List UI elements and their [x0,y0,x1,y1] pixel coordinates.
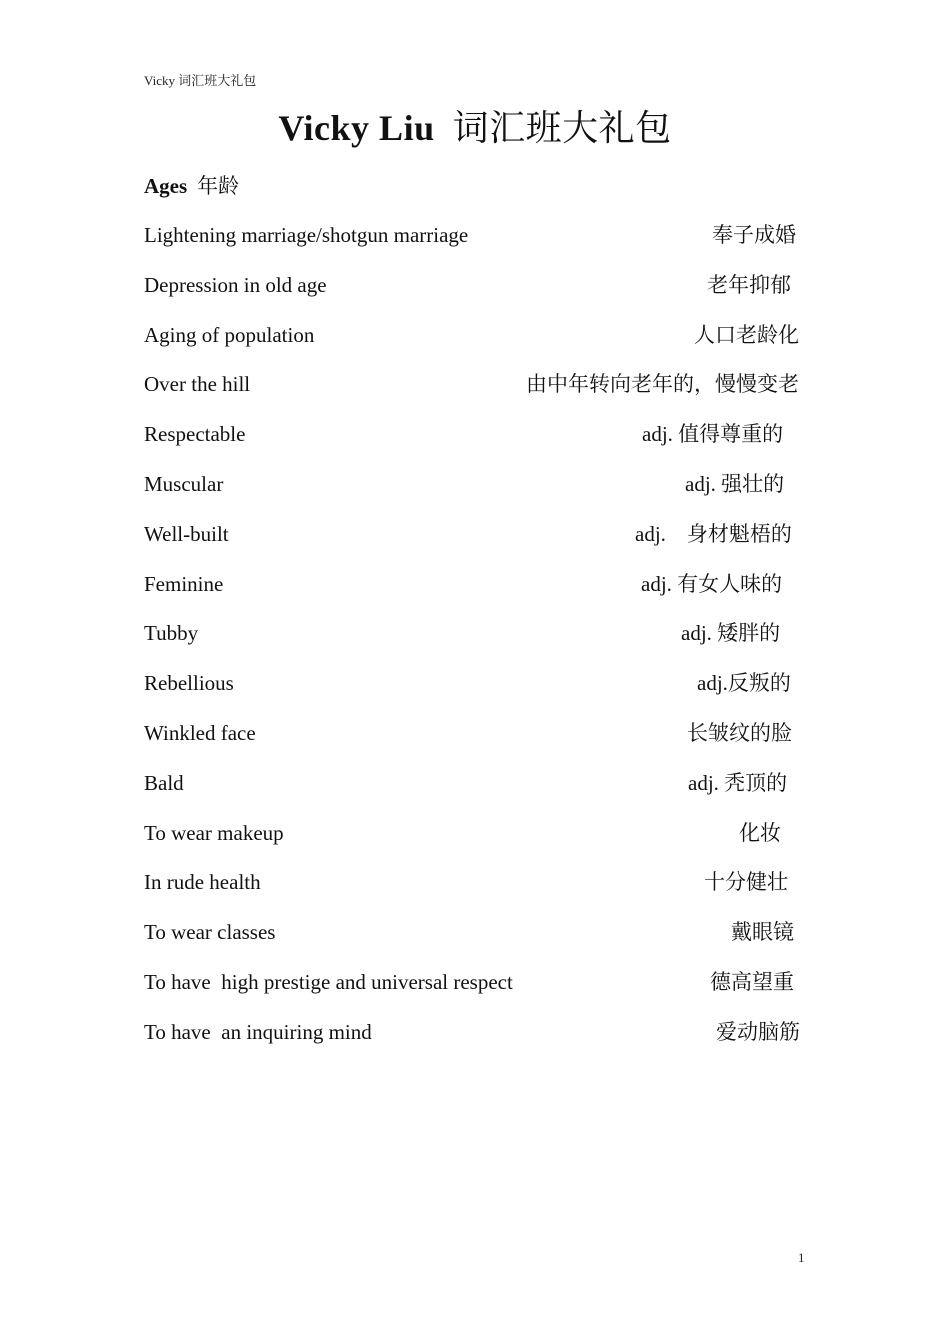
definition: adj. 矮胖的 [681,621,781,646]
list-item [144,467,814,517]
definition: 化妆 [739,820,781,845]
definition: 人口老龄化 [694,322,799,347]
definition: 长皱纹的脸 [687,720,792,745]
list-item [144,218,814,268]
definition: adj.反叛的 [697,671,791,696]
term: In rude health [144,870,261,895]
term: To wear makeup [144,820,284,845]
definition: 由中年转向老年的，慢慢变老 [526,372,799,397]
term: Lightening marriage/shotgun marriage [144,223,469,247]
section-heading [144,170,239,200]
list-item [144,367,814,417]
definition: adj. 强壮的 [685,471,785,496]
term: Winkled face [144,720,256,745]
term: Well-built [144,521,229,546]
list-item [144,417,814,467]
term: Rebellious [144,671,234,696]
term: Over the hill [144,372,251,397]
list-item [144,1015,814,1065]
list-item [144,268,814,318]
definition: 戴眼镜 [731,920,794,945]
list-item [144,567,814,617]
list-item [144,666,814,716]
definition: 奉子成婚 [712,223,796,247]
definition: 十分健壮 [704,870,788,895]
vocabulary-list [144,218,814,1065]
term: Feminine [144,571,224,596]
term: To have an inquiring mind [144,1019,372,1044]
definition: 爱动脑筋 [716,1019,800,1044]
term: Muscular [144,471,224,496]
list-item [144,865,814,915]
definition: adj. 值得尊重的 [642,422,784,447]
term: Bald [144,770,184,795]
title-latin: Vicky Liu [278,108,435,148]
definition: 老年抑郁 [707,272,791,297]
term: Aging of population [144,322,315,347]
definition: adj. 有女人味的 [641,571,783,596]
list-item [144,965,814,1015]
section-heading-zh: 年龄 [197,174,240,198]
term: Respectable [144,422,246,447]
definition: adj. 秃顶的 [688,770,788,795]
definition: adj. 身材魁梧的 [635,521,792,546]
document-title [0,100,950,151]
title-cjk: 词汇班大礼包 [452,108,672,148]
definition: 德高望重 [710,969,794,994]
list-item [144,915,814,965]
section-heading-en: Ages [144,174,188,198]
term: To wear classes [144,920,276,945]
list-item [144,517,814,567]
term: Depression in old age [144,272,327,297]
list-item [144,318,814,368]
list-item [144,716,814,766]
page-number: 1 [798,1250,805,1265]
term: Tubby [144,621,199,646]
term: To have high prestige and universal respect [144,969,513,994]
running-header: Vicky 词汇班大礼包 [144,73,257,88]
list-item [144,616,814,666]
list-item [144,816,814,866]
list-item [144,766,814,816]
